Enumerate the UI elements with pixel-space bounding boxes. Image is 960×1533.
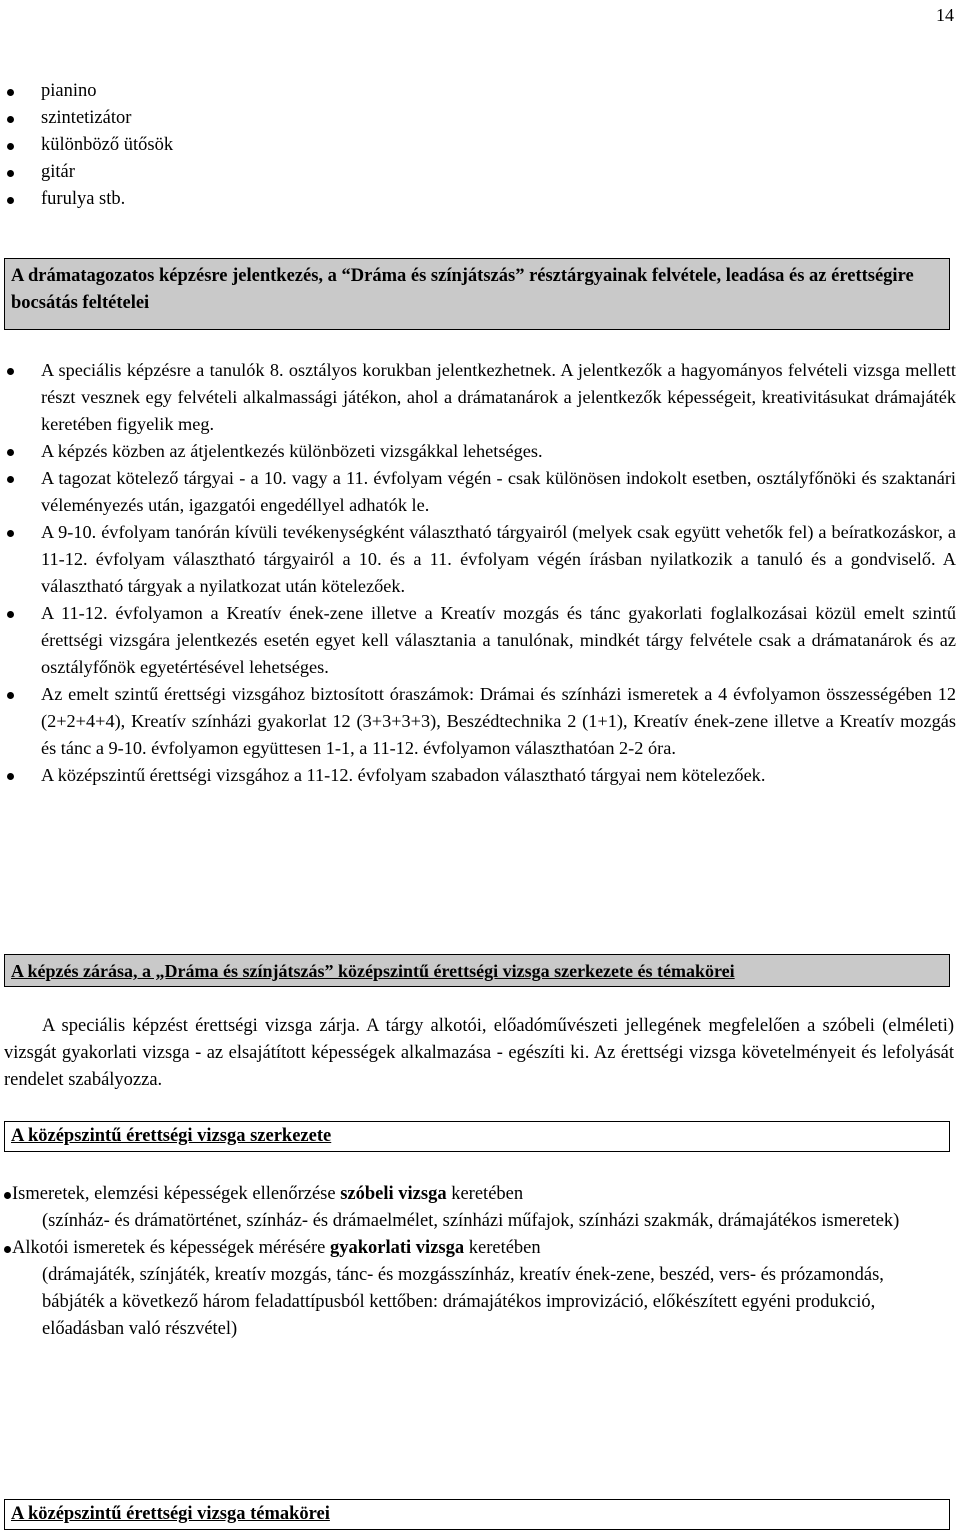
section-heading-topics — [4, 1499, 950, 1530]
practical-exam-label: gyakorlati vizsga — [329, 1238, 465, 1258]
practical-exam-text: Alkotói ismeretek és képességek mérésére — [12, 1238, 330, 1258]
list-item: pianino — [0, 78, 956, 105]
instrument-list — [0, 78, 956, 213]
list-item: A speciális képzésre a tanulók 8. osztályos korukban jelentkezhetnek. A jelentkezők a hagyományos felvételi vizsga mellett részt vesznek egy felvételi alkalmassági játékon, ahol a drámatanárok a jelentkezők képességeit, kreativitásukat drámajáték keretében figyelik meg. — [0, 357, 956, 438]
list-item: A 9-10. évfolyam tanórán kívüli tevékenységként választható tárgyairól (melyek csak együtt vehetők fel) a beíratkozáskor, a 11-12. évfolyam választható tárgyairól a 10. és a 11. évfolyam végén írásban nyilatkozik a tanuló és a gondviselő. A választható tárgyak a nyilatkozat után kötelezőek. — [0, 519, 956, 600]
section-heading-closing — [4, 954, 950, 987]
list-item: A képzés közben az átjelentkezés különbözeti vizsgákkal lehetséges. — [0, 438, 956, 465]
enrollment-rules-list — [0, 357, 956, 789]
oral-exam-text: Ismeretek, elemzési képességek ellenőrzése — [12, 1184, 341, 1204]
list-item: furulya stb. — [0, 186, 956, 213]
list-item: Az emelt szintű érettségi vizsgához biztosított óraszámok: Drámai és színházi ismeretek a 4 évfolyamon összességében 12 (2+2+4+4), Kreatív színházi gyakorlat 12 (3+3+3+3), Beszédtechnika 2 (1+1), Kreatív ének-zene illetve a Kreatív mozgás és tánc a 9-10. évfolyamon együttesen 1-1, a 11-12. évfolyamon választhatóan 2-2 óra. — [0, 681, 956, 762]
list-item: A 11-12. évfolyamon a Kreatív ének-zene illetve a Kreatív mozgás és tánc gyakorlati foglalkozásai közül emelt szintű érettségi vizsgára jelentkezés esetén egyet kell választania a tanulónak, mindkét tárgy felvétele csak a drámatanárok és az osztályfőnök egyetértésével lehetséges. — [0, 600, 956, 681]
closing-paragraph — [4, 1013, 954, 1094]
section-heading-structure — [4, 1121, 950, 1152]
exam-structure — [4, 1181, 944, 1343]
section-heading-topics-text: A középszintű érettségi vizsga témakörei — [11, 1504, 330, 1524]
list-item: szintetizátor — [0, 105, 956, 132]
practical-exam-item — [4, 1235, 944, 1262]
oral-exam-label: szóbeli vizsga — [340, 1184, 447, 1204]
list-item: A tagozat kötelező tárgyai - a 10. vagy a 11. évfolyam végén - csak különösen indokolt esetben, osztályfőnöki és szaktanári véleményezés után, igazgatói engedéllyel adhatók le. — [0, 465, 956, 519]
section-heading-structure-text: A középszintű érettségi vizsga szerkezete — [11, 1126, 332, 1146]
list-item: különböző ütősök — [0, 132, 956, 159]
oral-exam-topics: (színház- és drámatörténet, színház- és drámaelmélet, színházi műfajok, színházi szakmák, drámajátékos ismeretek) — [42, 1211, 900, 1231]
list-item: gitár — [0, 159, 956, 186]
page-number: 14 — [936, 5, 954, 25]
practical-exam-suffix: keretében — [464, 1238, 541, 1258]
section-heading-closing-text: A képzés zárása, a „Dráma és színjátszás” középszintű érettségi vizsga szerkezete és témakörei — [11, 961, 735, 981]
list-item: A középszintű érettségi vizsgához a 11-12. évfolyam szabadon választható tárgyai nem kötelezőek. — [0, 762, 956, 789]
oral-exam-suffix: keretében — [446, 1184, 524, 1204]
practical-exam-topics: (drámajáték, színjáték, kreatív mozgás, tánc- és mozgásszínház, kreatív ének-zene, beszéd, vers- és prózamondás, bábjáték a következő három feladattípusból kettőben: drámajátékos improvizáció, előkészített egyéni produkció, előadásban való részvétel) — [42, 1265, 884, 1339]
oral-exam-item — [4, 1181, 944, 1208]
closing-paragraph-text: A speciális képzést érettségi vizsga zárja. A tárgy alkotói, előadóművészeti jellegének megfelelően a szóbeli (elméleti) vizsgát gyakorlati vizsga - az elsajátított képességek alkalmazása - egészíti ki. Az érettségi vizsga követelményeit és lefolyását rendelet szabályozza. — [4, 1016, 954, 1090]
section-heading-enrollment: A drámatagozatos képzésre jelentkezés, a “Dráma és színjátszás” résztárgyainak felvétele, leadása és az érettségire bocsátás feltételei — [4, 258, 950, 330]
